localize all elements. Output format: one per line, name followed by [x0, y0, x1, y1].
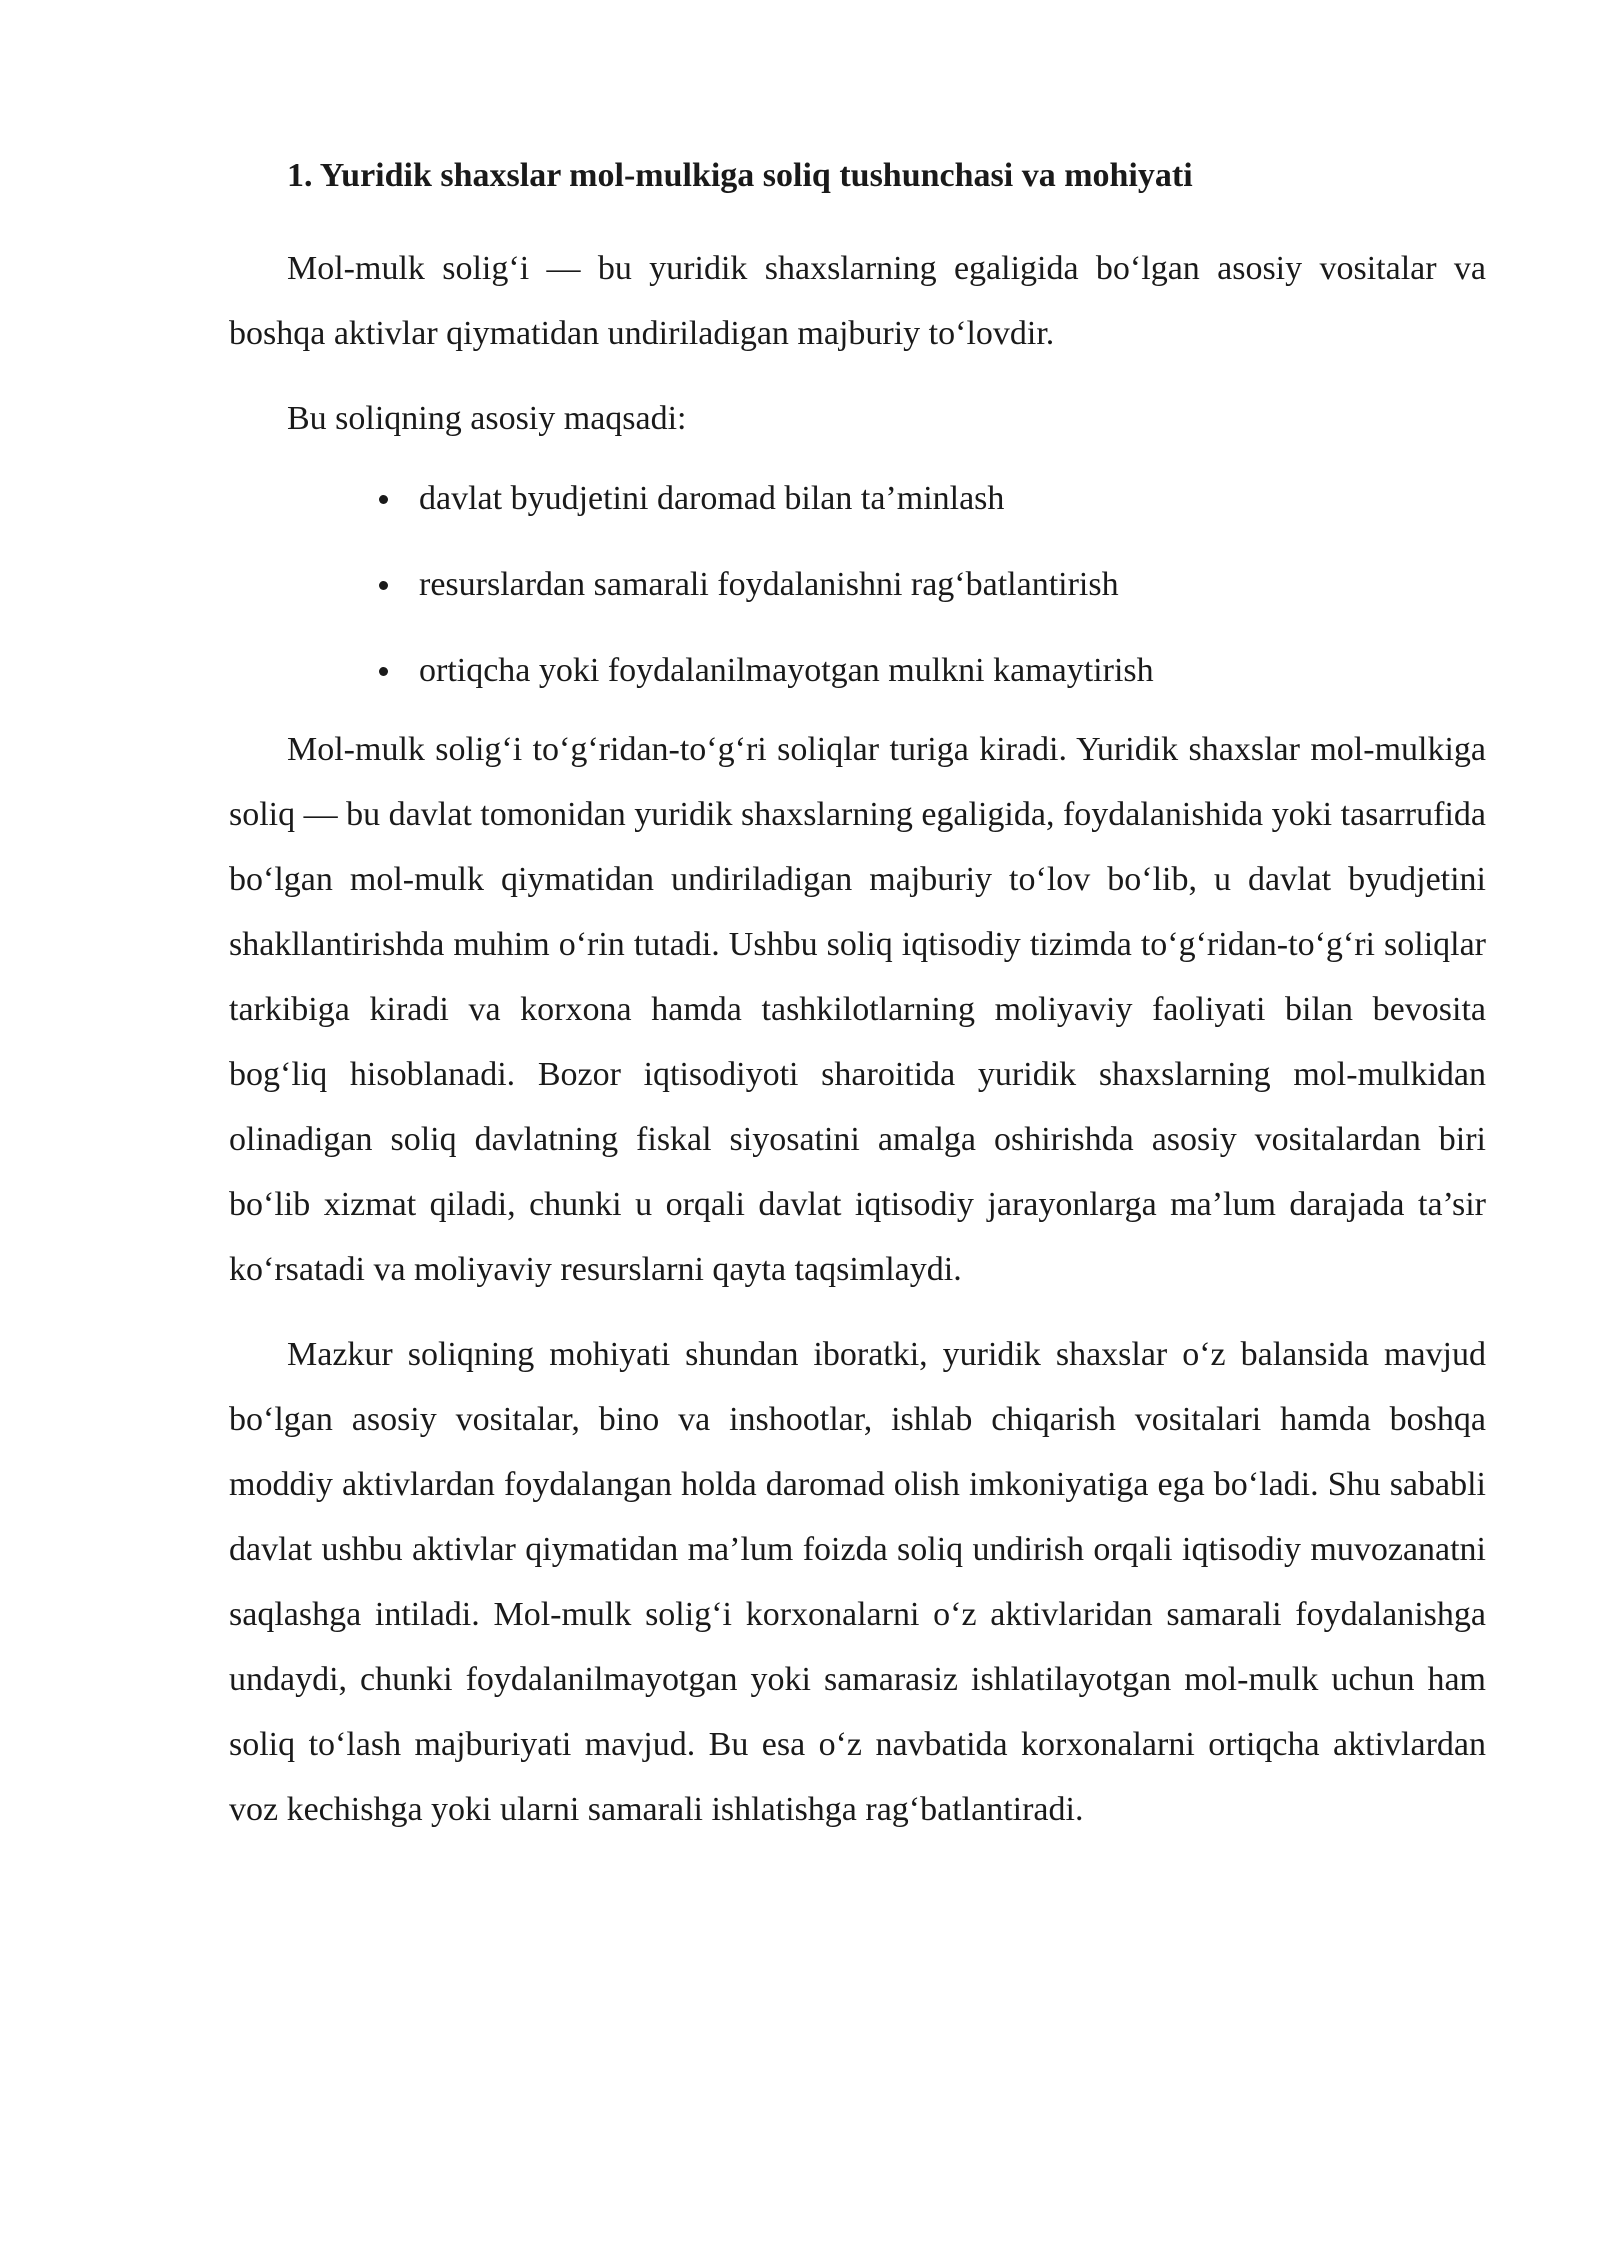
list-item-text: davlat byudjetini daromad bilan ta’minlash — [419, 480, 1005, 517]
list-item — [229, 559, 1486, 611]
list-item — [229, 645, 1486, 697]
bullet-icon — [379, 495, 388, 504]
goals-intro-paragraph: Bu soliqning asosiy maqsadi: — [287, 400, 687, 437]
definition-paragraph: Mol-mulk solig‘i — bu yuridik shaxslarning egaligida bo‘lgan asosiy vositalar va boshqa aktivlar qiymatidan undiriladigan majburiy to‘lovdir. — [229, 250, 1486, 352]
goals-list — [229, 473, 1486, 697]
list-item — [229, 473, 1486, 525]
body-paragraph: Mazkur soliqning mohiyati shundan iboratki, yuridik shaxslar o‘z balansida mavjud bo‘lgan asosiy vositalar, bino va inshootlar, ishlab chiqarish vositalari hamda boshqa moddiy aktivlardan foydalangan holda daromad olish imkoniyatiga ega bo‘ladi. Shu sababli davlat ushbu aktivlar qiymatidan ma’lum foizda soliq undirish orqali iqtisodiy muvozanatni saqlashga intiladi. Mol-mulk solig‘i korxonalarni o‘z aktivlaridan samarali foydalanishga undaydi, chunki foydalanilmayotgan yoki samarasiz ishlatilayotgan mol-mulk uchun ham soliq to‘lash majburiyati mavjud. Bu esa o‘z navbatida korxonalarni ortiqcha aktivlardan voz kechishga yoki ularni samarali ishlatishga rag‘batlantiradi. — [229, 1336, 1486, 1828]
body-paragraph: Mol-mulk solig‘i to‘g‘ridan-to‘g‘ri soliqlar turiga kiradi. Yuridik shaxslar mol-mulkiga soliq — bu davlat tomonidan yuridik shaxslarning egaligida, foydalanishida yoki tasarrufida bo‘lgan mol-mulk qiymatidan undiriladigan majburiy to‘lov bo‘lib, u davlat byudjetini shakllantirishda muhim o‘rin tutadi. Ushbu soliq iqtisodiy tizimda to‘g‘ridan-to‘g‘ri soliqlar tarkibiga kiradi va korxona hamda tashkilotlarning moliyaviy faoliyati bilan bevosita bog‘liq hisoblanadi. Bozor iqtisodiyoti sharoitida yuridik shaxslarning mol-mulkidan olinadigan soliq davlatning fiskal siyosatini amalga oshirishda asosiy vositalardan biri bo‘lib xizmat qiladi, chunki u orqali davlat iqtisodiy jarayonlarga ma’lum darajada ta’sir ko‘rsatadi va moliyaviy resurslarni qayta taqsimlaydi. — [229, 731, 1486, 1288]
document-page — [229, 150, 1486, 1862]
list-item-text: resurslardan samarali foydalanishni rag‘batlantirish — [419, 566, 1119, 603]
list-item-text: ortiqcha yoki foydalanilmayotgan mulkni kamaytirish — [419, 652, 1154, 689]
bullet-icon — [379, 581, 388, 590]
section-heading: 1. Yuridik shaxslar mol-mulkiga soliq tushunchasi va mohiyati — [287, 157, 1193, 194]
bullet-icon — [379, 667, 388, 676]
